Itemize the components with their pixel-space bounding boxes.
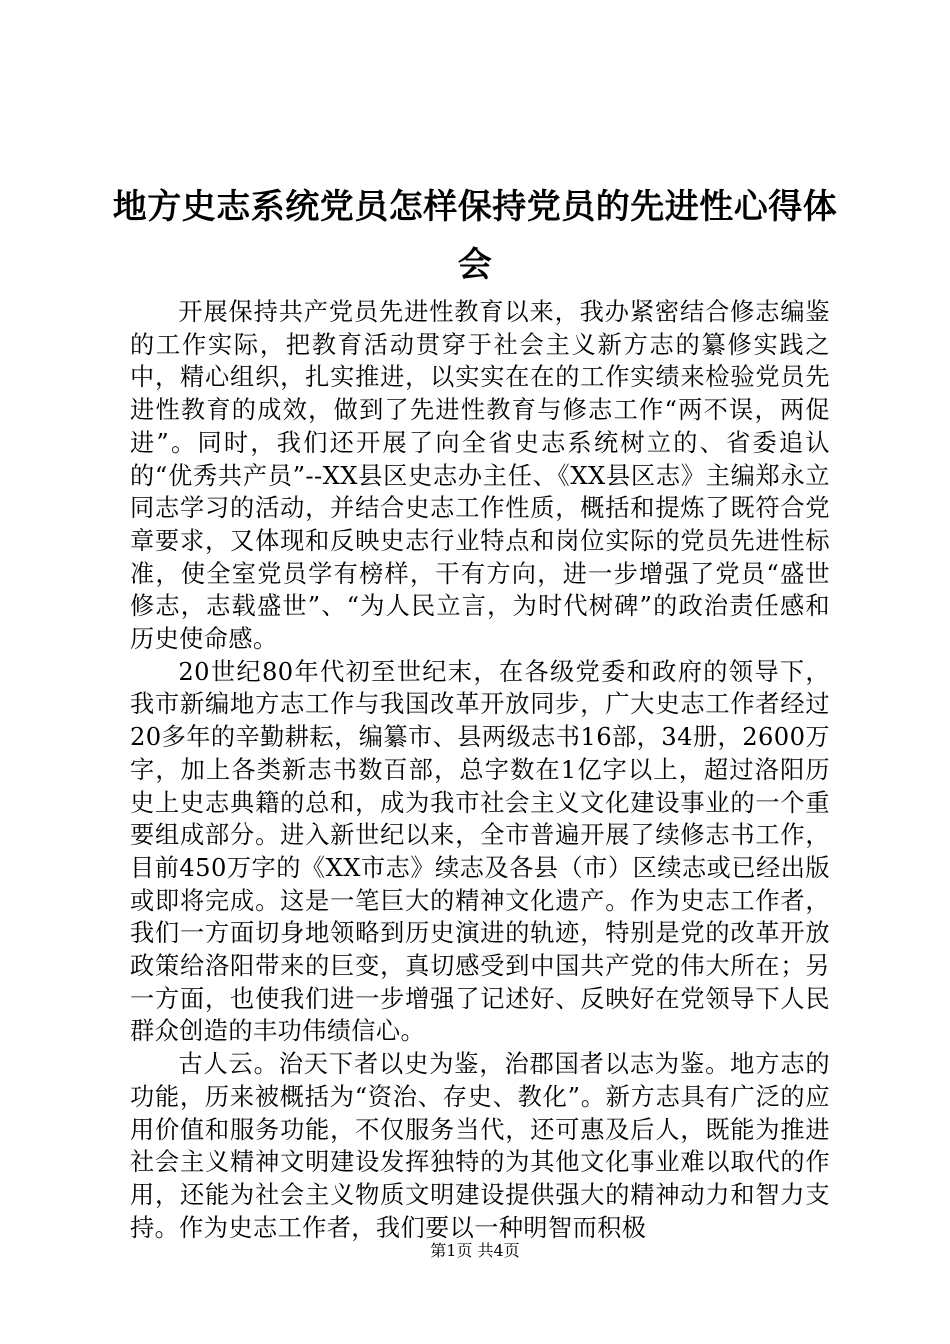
page-number-footer: 第1页 共4页	[430, 1241, 520, 1260]
paragraph-2: 20世纪80年代初至世纪末，在各级党委和政府的领导下，我市新编地方志工作与我国改革开放同步，广大史志工作者经过20多年的辛勤耕耘，编纂市、县两级志书16部，34册，2600万字，加上各类新志书数百部，总字数在1亿字以上，超过洛阳历史上史志典籍的总和，成为我市社会主义文化建设事业的一个重要组成部分。进入新世纪以来，全市普遍开展了续修志书工作，目前450万字的《XX市志》续志及各县（市）区续志或已经出版或即将完成。这是一笔巨大的精神文化遗产。作为史志工作者，我们一方面切身地领略到历史演进的轨迹，特别是党的改革开放政策给洛阳带来的巨变，真切感受到中国共产党的伟大所在；另一方面，也使我们进一步增强了记述好、反映好在党领导下人民群众创造的丰功伟绩信心。	[130, 657, 830, 1046]
paragraph-3: 古人云。治天下者以史为鉴，治郡国者以志为鉴。地方志的功能，历来被概括为“资治、存史、教化”。新方志具有广泛的应用价值和服务功能，不仅服务当代，还可惠及后人，既能为推进社会主义精神文明建设发挥独特的为其他文化事业难以取代的作用，还能为社会主义物质文明建设提供强大的精神动力和智力支持。作为史志工作者，我们要以一种明智而积极	[130, 1050, 830, 1242]
document-title: 地方史志系统党员怎样保持党员的先进性心得体会	[112, 187, 838, 285]
paragraph-1: 开展保持共产党员先进性教育以来，我办紧密结合修志编鉴的工作实际，把教育活动贯穿于社会主义新方志的纂修实践之中，精心组织，扎实推进，以实实在在的工作实绩来检验党员先进性教育的成效，做到了先进性教育与修志工作“两不误，两促进”。同时，我们还开展了向全省史志系统树立的、省委追认的“优秀共产员”--XX县区史志办主任、《XX县区志》主编郑永立同志学习的活动，并结合史志工作性质，概括和提炼了既符合党章要求，又体现和反映史志行业特点和岗位实际的党员先进性标准，使全室党员学有榜样，干有方向，进一步增强了党员“盛世修志，志载盛世”、“为人民立言，为时代树碑”的政治责任感和历史使命感。	[130, 298, 830, 654]
document-body	[130, 296, 830, 1244]
